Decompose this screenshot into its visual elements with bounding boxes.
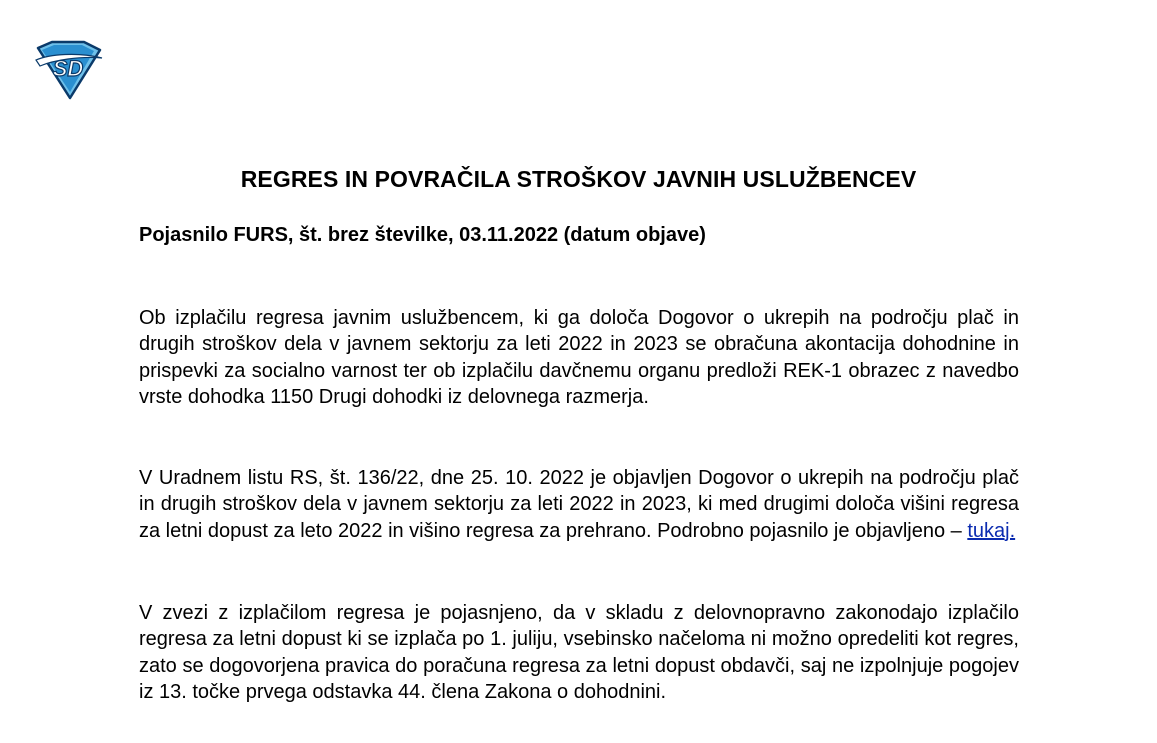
- paragraph-1: Ob izplačilu regresa javnim uslužbencem, ki ga določa Dogovor o ukrepih na področju plač in drugih stroškov dela v javnem sektorju za leti 2022 in 2023 se obračuna akontacija dohodnine in prispevki za socialno varnost ter ob izplačilu davčnemu organu predloži REK-1 obrazec z navedbo vrste dohodka 1150 Drugi dohodki iz delovnega razmerja.: [139, 307, 1019, 408]
- company-logo: [30, 40, 106, 100]
- paragraph-2-text: V Uradnem listu RS, št. 136/22, dne 25. 10. 2022 je objavljen Dogovor o ukrepih na področju plač in drugih stroškov dela v javnem sektorju za leti 2022 in 2023, ki med drugimi določa višini regresa za letni dopust za leto 2022 in višino regresa za prehrano. Podrobno pojasnilo je objavljeno –: [139, 467, 1019, 542]
- paragraph-3: V zvezi z izplačilom regresa je pojasnjeno, da v skladu z delovnopravno zakonodajo izplačilo regresa za letni dopust ki se izplača po 1. juliju, vsebinsko načeloma ni možno opredeliti kot regres, zato se dogovorjena pravica do poračuna regresa za letni dopust obdavči, saj ne izpolnjuje pogojev iz 13. točke prvega odstavka 44. člena Zakona o dohodnini.: [139, 602, 1019, 703]
- logo-text: SD: [52, 56, 84, 81]
- details-link[interactable]: tukaj.: [967, 519, 1016, 542]
- document-subtitle: Pojasnilo FURS, št. brez številke, 03.11.2022 (datum objave): [139, 224, 706, 246]
- document-title: REGRES IN POVRAČILA STROŠKOV JAVNIH USLUŽBENCEV: [240, 166, 917, 192]
- paragraph-2: [139, 465, 1019, 544]
